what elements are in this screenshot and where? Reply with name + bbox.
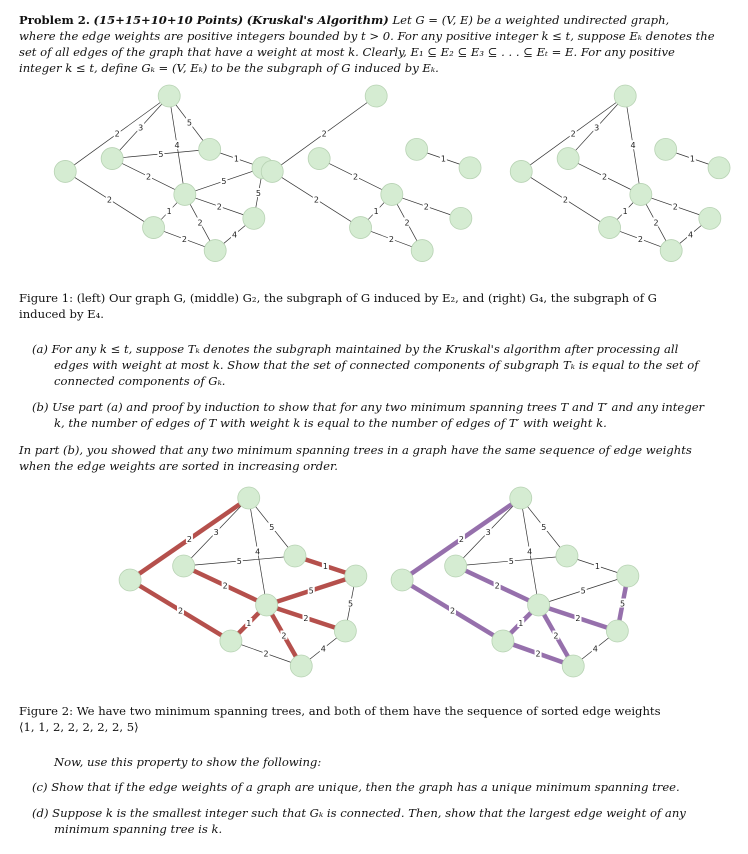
graph-node <box>220 630 242 652</box>
note-line1: In part (b), you showed that any two minimum spanning trees in a graph have the same sequence of edge weights <box>19 443 692 457</box>
graph-node <box>699 207 721 229</box>
edge-weight-label: 2 <box>114 129 120 139</box>
part-c-line1: (c) Show that if the edge weights of a graph are unique, then the graph has a unique minimum spanning tree. <box>32 780 680 794</box>
edge-weight-label: 2 <box>281 631 287 641</box>
figure2-caption-line2: ⟨1, 1, 2, 2, 2, 2, 2, 5⟩ <box>19 720 139 734</box>
edge-weight-label: 4 <box>255 547 261 557</box>
edge-weight-label: 2 <box>570 129 576 139</box>
edge-weight-label: 3 <box>138 123 144 133</box>
problem-line2: where the edge weights are positive integers bounded by t > 0. For any positive integer k ≤ t, suppose Eₖ denotes the <box>19 29 715 43</box>
graph-node <box>450 207 472 229</box>
graph-node <box>365 85 387 107</box>
problem-points: (15+15+10+10 Points) <box>93 13 244 27</box>
edge-weight-label: 5 <box>541 523 547 532</box>
figure2-caption-line1: Figure 2: We have two minimum spanning trees, and both of them have the sequence of sorted edge weights <box>19 704 661 718</box>
graph-node <box>350 217 372 239</box>
edge-weight-label: 2 <box>388 235 394 245</box>
edge-weight-label: 2 <box>303 614 309 623</box>
graph-node <box>528 594 550 616</box>
fig2-left <box>119 487 367 677</box>
graph-node <box>173 555 195 577</box>
edge-weight-label: 5 <box>580 586 586 596</box>
edge-weight-label: 2 <box>145 172 152 182</box>
closing-intro: Now, use this property to show the following: <box>54 755 322 769</box>
edge-weight-label: 2 <box>562 195 568 205</box>
graph-node <box>345 565 367 587</box>
edge-weight-label: 1 <box>689 154 695 164</box>
edge-weight-label: 2 <box>313 195 319 205</box>
edge-weight-label: 2 <box>458 535 464 544</box>
edge-weight-label: 1 <box>166 207 172 216</box>
graph-node <box>381 183 403 205</box>
part-b-line2: k, the number of edges of T with weight k is equal to the number of edges of T′ with weight k. <box>54 416 607 430</box>
graph-node <box>617 565 639 587</box>
graph-node <box>606 620 628 642</box>
problem-name: (Kruskal's Algorithm) <box>246 13 389 27</box>
edge-weight-label: 2 <box>106 195 112 205</box>
figure1-caption-line2: induced by E₄. <box>19 307 104 321</box>
edge-weight-label: 5 <box>269 523 275 532</box>
part-a-line2: edges with weight at most k. Show that the set of connected components of subgraph Tₖ is equal to the set of <box>54 358 699 372</box>
edge-weight-label: 2 <box>423 202 429 212</box>
edge-weight-label: 2 <box>449 606 456 616</box>
graph-node <box>445 555 467 577</box>
part-b-line1: (b) Use part (a) and proof by induction to show that for any two minimum spanning trees T and T′ and any integer <box>32 400 705 414</box>
graph-node <box>261 160 283 182</box>
edge-weight-label: 5 <box>221 177 227 187</box>
fig1-middle <box>261 85 481 262</box>
edge-weight-label: 1 <box>373 207 379 216</box>
edge-weight-label: 2 <box>216 202 222 212</box>
graph-node <box>557 148 579 170</box>
edge-weight-label: 1 <box>594 562 600 571</box>
edge-weight-label: 2 <box>404 218 410 228</box>
graph-node <box>308 148 330 170</box>
graph-node <box>54 160 76 182</box>
graph-node <box>660 240 682 262</box>
edge-weight-label: 5 <box>508 557 514 566</box>
edge-weight-label: 1 <box>518 619 524 628</box>
graph-node <box>459 157 481 179</box>
edge-weight-label: 5 <box>308 586 314 596</box>
edge-weight-label: 2 <box>535 649 541 659</box>
graph-node <box>599 217 621 239</box>
edge-weight-label: 3 <box>594 123 600 133</box>
edge-weight-label: 5 <box>620 599 626 609</box>
edge-weight-label: 2 <box>197 218 203 228</box>
graph-node <box>204 240 226 262</box>
edge-weight-label: 4 <box>687 230 694 240</box>
figure1-caption-line1: Figure 1: (left) Our graph G, (middle) G₂, the subgraph of G induced by E₂, and (right) G₄, the subgraph of G <box>19 291 657 305</box>
edge-weight-label: 4 <box>320 644 326 654</box>
edge-weight-label: 5 <box>236 557 242 566</box>
graph-node <box>243 207 265 229</box>
graph-node <box>391 569 413 591</box>
graph-node <box>562 655 584 677</box>
part-d-line1: (d) Suppose k is the smallest integer such that Gₖ is connected. Then, show that the largest edge weight of any <box>32 806 686 820</box>
graph-node <box>143 217 165 239</box>
edge-weight-label: 2 <box>263 649 269 659</box>
edge-weight-label: 4 <box>527 547 533 557</box>
graph-node <box>334 620 356 642</box>
edge-weight-label: 2 <box>222 581 228 591</box>
edge-weight-label: 1 <box>440 154 446 164</box>
edge-weight-label: 2 <box>575 614 581 623</box>
edge-weight-label: 5 <box>186 118 192 128</box>
edge-weight-label: 1 <box>322 562 328 571</box>
edge-weight-label: 2 <box>177 606 184 616</box>
graph-node <box>510 487 532 509</box>
edge-weight-label: 4 <box>592 644 598 654</box>
part-a-line3: connected components of Gₖ. <box>54 374 226 388</box>
edge-weight-label: 5 <box>348 599 354 609</box>
graph-node <box>406 138 428 160</box>
graph-node <box>158 85 180 107</box>
edge-weight-label: 5 <box>158 149 164 159</box>
problem-line1: Let G = (V, E) be a weighted undirected graph, <box>392 13 670 27</box>
graph-node <box>492 630 514 652</box>
problem-line3: set of all edges of the graph that have a weight at most k. Clearly, E₁ ⊆ E₂ ⊆ E₃ ⊆ . . . ⊆ Eₜ = E. For any positive <box>19 45 675 59</box>
graph-node <box>199 138 221 160</box>
problem-heading: Problem 2. <box>19 13 90 27</box>
fig1-left <box>54 85 274 262</box>
graph-node <box>290 655 312 677</box>
graph-node <box>510 160 532 182</box>
edge-weight-label: 1 <box>622 207 628 216</box>
edge-weight-label: 2 <box>653 218 659 228</box>
edge-weight-label: 2 <box>553 631 559 641</box>
graph-node <box>284 545 306 567</box>
part-a-line1: (a) For any k ≤ t, suppose Tₖ denotes the subgraph maintained by the Kruskal's algorithm after processing all <box>32 342 679 356</box>
graph-node <box>256 594 278 616</box>
problem-line4: integer k ≤ t, define Gₖ = (V, Eₖ) to be the subgraph of G induced by Eₖ. <box>19 61 439 75</box>
edge-weight-label: 3 <box>485 528 491 537</box>
edge-weight-label: 2 <box>321 129 327 139</box>
edge-weight-label: 2 <box>181 235 187 245</box>
edge-weight-label: 2 <box>672 202 678 212</box>
graph-node <box>708 157 730 179</box>
graph-node <box>630 183 652 205</box>
edge-weight-label: 2 <box>494 581 500 591</box>
edge-weight-label: 2 <box>186 535 192 544</box>
note-line2: when the edge weights are sorted in increasing order. <box>19 459 338 473</box>
fig1-right <box>510 85 730 262</box>
graph-node <box>614 85 636 107</box>
edge-weight-label: 2 <box>601 172 608 182</box>
graph-node <box>174 183 196 205</box>
edge-weight-label: 1 <box>246 619 252 628</box>
graph-node <box>411 240 433 262</box>
graph-node <box>655 138 677 160</box>
edge-weight-label: 2 <box>637 235 643 245</box>
edge-weight-label: 5 <box>255 189 261 199</box>
part-d-line2: minimum spanning tree is k. <box>54 822 223 836</box>
edge-weight-label: 4 <box>174 141 180 151</box>
graph-node <box>101 148 123 170</box>
graph-node <box>556 545 578 567</box>
edge-weight-label: 3 <box>213 528 219 537</box>
edge-weight-label: 4 <box>231 230 238 240</box>
edge-weight-label: 4 <box>630 141 636 151</box>
edge-weight-label: 1 <box>233 154 239 164</box>
graph-node <box>238 487 260 509</box>
graph-node <box>119 569 141 591</box>
fig2-right <box>391 487 639 677</box>
edge-weight-label: 2 <box>352 172 359 182</box>
